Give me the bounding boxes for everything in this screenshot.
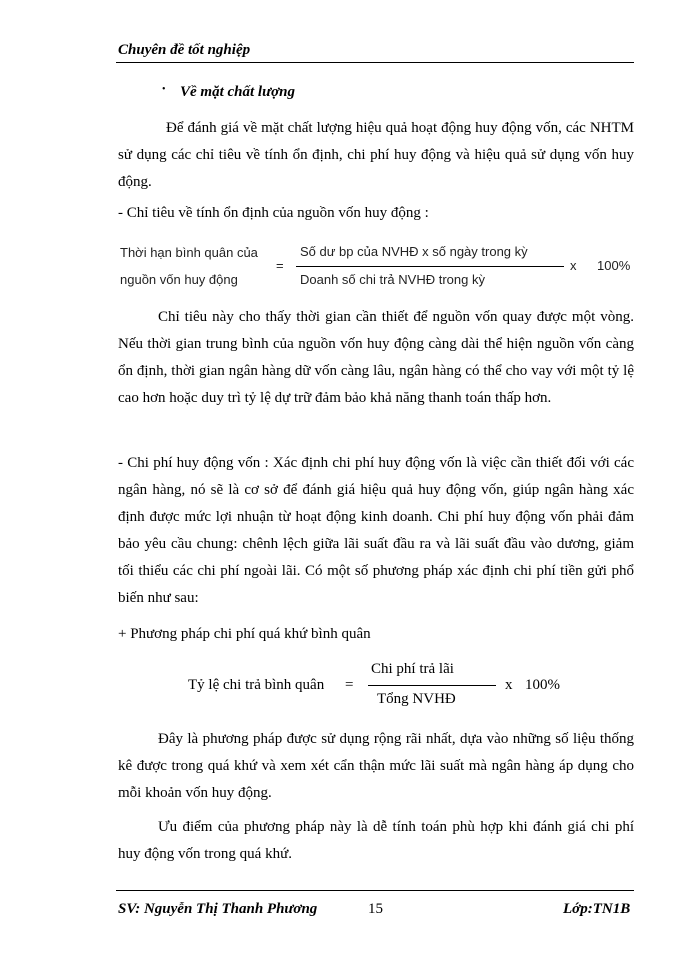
cost-paragraph: - Chi phí huy động vốn : Xác định chi phí huy động vốn là việc cần thiết đối với các ngân hàng, nó sẽ là cơ sở để đánh giá hiệu quả huy động vốn, giúp ngân hàng xác định được mức lợi nhuận từ hoạt động kinh doanh. Chi phí huy động vốn phải đảm bảo yêu cầu chung: chênh lệch giữa lãi suất đầu ra và lãi suất đầu vào dương, giảm tối thiểu các chi phí ngoài lãi. Có một số phương pháp xác định chi phí tiền gửi phổ biến như sau:: [118, 455, 634, 606]
formula-percent: 100%: [597, 258, 631, 273]
stability-heading: - Chỉ tiêu về tính ổn định của nguồn vốn huy động :: [118, 205, 429, 221]
section-title: Về mặt chất lượng: [180, 84, 295, 100]
formula-equals: =: [276, 258, 284, 273]
payout-denominator: Tổng NVHĐ: [377, 691, 456, 707]
formula-fraction-bar: [296, 266, 564, 267]
footer-student: SV: Nguyễn Thị Thanh Phương: [118, 901, 318, 917]
stability-explanation: Chỉ tiêu này cho thấy thời gian cần thiết để nguồn vốn quay được một vòng. Nếu thời gian trung bình của nguồn vốn huy động càng dài thể hiện nguồn vốn càng ổn định, thời gian ngân hàng dữ vốn càng lâu, ngân hàng có thể cho vay với một tỷ lệ cao hơn hoặc duy trì tỷ lệ dự trữ đảm bảo khả năng thanh toán thấp hơn.: [118, 309, 634, 406]
header-rule: [116, 62, 634, 63]
method-advantage: Ưu điểm của phương pháp này là dễ tính toán phù hợp khi đánh giá chi phí huy động vốn trong quá khứ.: [118, 819, 634, 862]
payout-lhs: Tỷ lệ chi trả bình quân: [188, 677, 325, 693]
footer-class: Lớp:TN1B: [563, 901, 631, 917]
payout-fraction-bar: [368, 685, 496, 686]
footer-page-number: 15: [368, 901, 383, 917]
method-heading: + Phương pháp chi phí quá khứ bình quân: [118, 626, 371, 642]
payout-numerator: Chi phí trả lãi: [371, 661, 454, 677]
payout-percent: 100%: [525, 677, 560, 693]
footer-rule: [116, 890, 634, 891]
payout-times: x: [505, 677, 513, 693]
formula-numerator: Số dư bp của NVHĐ x số ngày trong kỳ: [300, 244, 528, 259]
method-description: Đây là phương pháp được sử dụng rộng rãi nhất, dựa vào những số liệu thống kê được trong quá khứ và xem xét cẩn thận mức lãi suất mà ngân hàng áp dụng cho mỗi khoản vốn huy động.: [118, 731, 634, 801]
formula-lhs-line2: nguồn vốn huy động: [120, 272, 238, 287]
payout-equals: =: [345, 677, 354, 693]
formula-lhs-line1: Thời hạn bình quân của: [120, 245, 258, 260]
formula-times: x: [570, 258, 577, 273]
formula-denominator: Doanh số chi trả NVHĐ trong kỳ: [300, 272, 485, 287]
header-title: Chuyên đề tốt nghiệp: [118, 42, 251, 58]
bullet-icon: •: [162, 84, 166, 95]
intro-paragraph: Để đánh giá về mặt chất lượng hiệu quả hoạt động huy động vốn, các NHTM sử dụng các chỉ tiêu về tính ổn định, chi phí huy động và hiệu quả sử dụng vốn huy động.: [118, 120, 634, 190]
